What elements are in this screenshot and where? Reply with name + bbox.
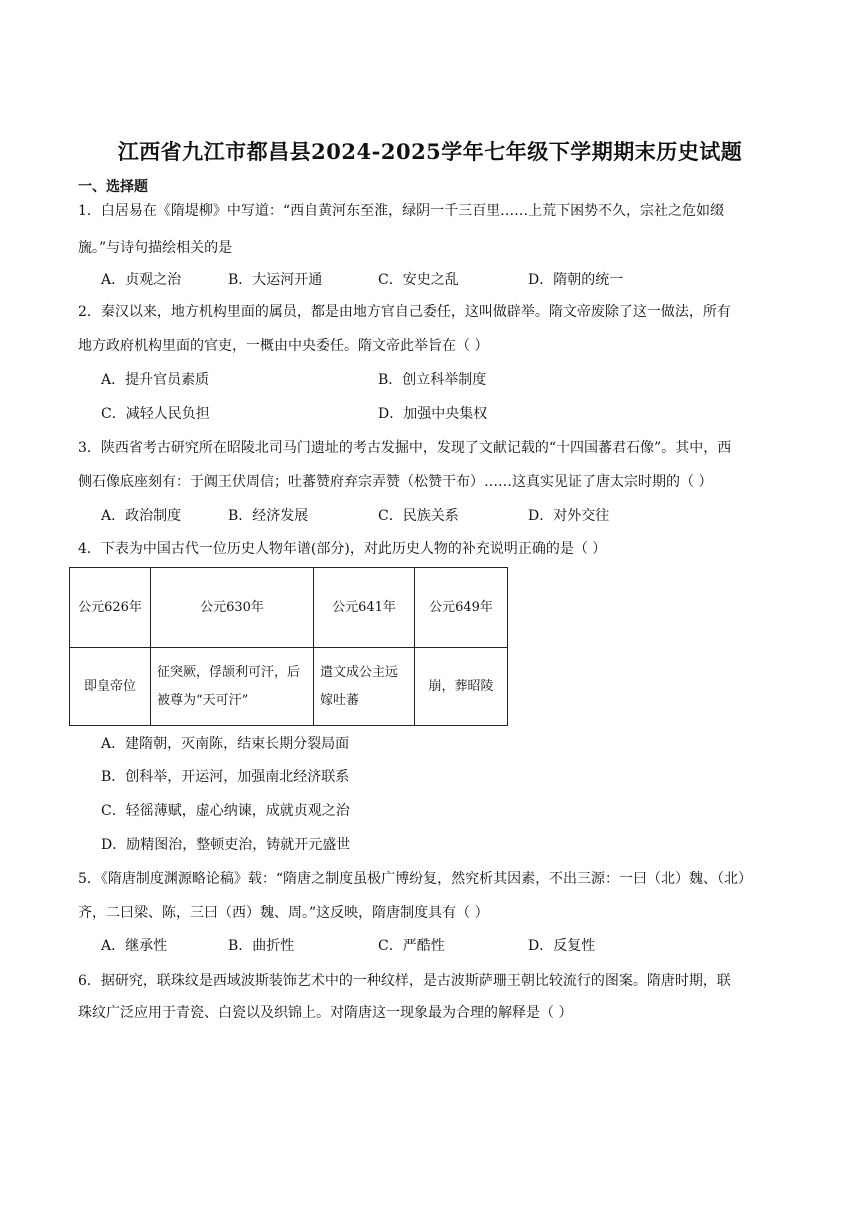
q3-stem-line1: 3．陕西省考古研究所在昭陵北司马门遗址的考古发掘中，发现了文献记载的“十四国蕃君石像”。其中，西 — [78, 440, 732, 456]
table-header-cell: 公元641年 — [314, 568, 415, 648]
q2-option-a: A．提升官员素质 — [101, 372, 210, 388]
q1-option-a: A．贞观之治 — [101, 272, 182, 288]
table-cell: 崩，葬昭陵 — [415, 648, 508, 726]
q3-option-d: D．对外交往 — [528, 508, 610, 524]
q3-option-a: A．政治制度 — [101, 508, 182, 524]
section-heading: 一、选择题 — [78, 179, 148, 195]
q2-option-b: B．创立科举制度 — [378, 372, 487, 388]
q2-option-d: D．加强中央集权 — [378, 406, 488, 422]
q4-stem-line1: 4．下表为中国古代一位历史人物年谱(部分)，对此历史人物的补充说明正确的是（ ） — [78, 541, 607, 557]
q1-option-c: C．安史之乱 — [378, 272, 459, 288]
q5-stem-line2: 齐，二曰梁、陈，三曰（西）魏、周。”这反映，隋唐制度具有（ ） — [78, 905, 489, 921]
table-cell: 征突厥，俘颉利可汗，后被尊为“天可汗” — [151, 648, 314, 726]
q4-option-a: A．建隋朝，灭南陈，结束长期分裂局面 — [101, 736, 350, 752]
table-header-cell: 公元649年 — [415, 568, 508, 648]
q6-stem-line2: 珠纹广泛应用于青瓷、白瓷以及织锦上。对隋唐这一现象最为合理的解释是（ ） — [78, 1005, 573, 1021]
q1-option-b: B．大运河开通 — [228, 272, 323, 288]
q3-option-b: B．经济发展 — [228, 508, 309, 524]
q4-option-c: C．轻徭薄赋，虚心纳谏，成就贞观之治 — [101, 803, 350, 819]
q5-option-c: C．严酷性 — [378, 938, 445, 954]
exam-title: 江西省九江市都昌县2024-2025学年七年级下学期期末历史试题 — [117, 139, 743, 164]
table-header-cell: 公元630年 — [151, 568, 314, 648]
q2-option-c: C．减轻人民负担 — [101, 406, 210, 422]
q4-chronology-table — [69, 567, 508, 726]
q2-stem-line2: 地方政府机构里面的官吏，一概由中央委任。隋文帝此举旨在（ ） — [78, 338, 489, 354]
q5-option-a: A．继承性 — [101, 938, 168, 954]
q5-stem-line1: 5．《隋唐制度渊源略论稿》载：“隋唐之制度虽极广博纷复，然究析其因素，不出三源：一曰（北）魏、（北） — [78, 871, 753, 887]
table-cell: 遣文成公主远嫁吐蕃 — [314, 648, 415, 726]
q5-option-b: B．曲折性 — [228, 938, 295, 954]
q3-option-c: C．民族关系 — [378, 508, 459, 524]
q3-stem-line2: 侧石像底座刻有：于阗王伏周信；吐蕃赞府弃宗弄赞（松赞干布）……这真实见证了唐太宗时期的（ ） — [78, 474, 713, 490]
q1-stem-line1: 1．白居易在《隋堤柳》中写道：“西自黄河东至淮，绿阴一千三百里……上荒下困势不久，宗社之危如缀 — [78, 203, 725, 219]
q2-stem-line1: 2．秦汉以来，地方机构里面的属员，都是由地方官自己委任，这叫做辟举。隋文帝废除了这一做法，所有 — [78, 304, 731, 320]
q4-option-d: D．励精图治，整顿吏治，铸就开元盛世 — [101, 837, 351, 853]
q5-option-d: D．反复性 — [528, 938, 596, 954]
q1-option-d: D．隋朝的统一 — [528, 272, 624, 288]
q1-stem-line2: 旒。”与诗句描绘相关的是 — [78, 240, 233, 256]
q6-stem-line1: 6．据研究，联珠纹是西域波斯装饰艺术中的一种纹样，是古波斯萨珊王朝比较流行的图案。隋唐时期，联 — [78, 973, 731, 989]
table-header-cell: 公元626年 — [70, 568, 151, 648]
table-cell: 即皇帝位 — [70, 648, 151, 726]
q4-option-b: B．创科举，开运河，加强南北经济联系 — [101, 769, 350, 785]
